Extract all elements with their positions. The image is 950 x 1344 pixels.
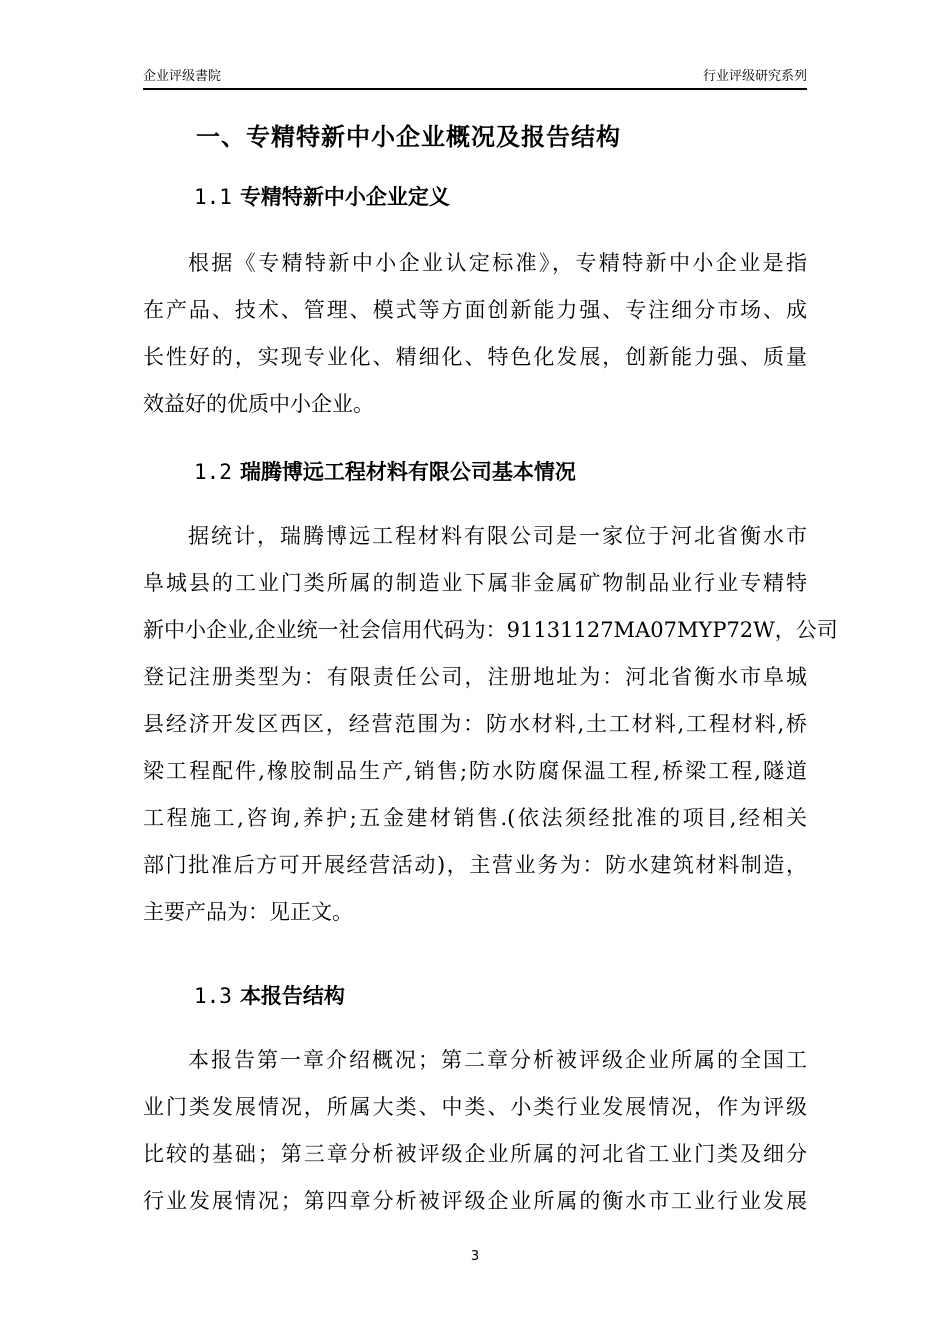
- chapter-title: 一、专精特新中小企业概况及报告结构: [196, 122, 621, 151]
- header-left-title: 企业评级書院: [143, 69, 222, 84]
- section-title: 本报告结构: [239, 983, 345, 1008]
- text-line: 部门批准后方可开展经营活动)，主营业务为：防水建筑材料制造，: [143, 853, 807, 877]
- section-heading-1-2: [194, 457, 576, 487]
- section-number: 1.3: [194, 984, 232, 1008]
- paragraph-definition: [143, 248, 807, 436]
- header-divider: [143, 88, 807, 90]
- page-header: [143, 68, 807, 88]
- page-number: 3: [470, 1249, 480, 1264]
- header-right-title: 行业评级研究系列: [702, 69, 807, 84]
- text-line: 本报告第一章介绍概况；第二章分析被评级企业所属的全国工: [188, 1048, 807, 1072]
- section-number: 1.2: [194, 460, 232, 484]
- section-title: 专精特新中小企业定义: [239, 184, 450, 209]
- text-line: 梁工程配件,橡胶制品生产,销售;防水防腐保温工程,桥梁工程,隧道: [143, 759, 807, 783]
- paragraph-report-structure: [143, 1045, 807, 1233]
- text-line: 阜城县的工业门类所属的制造业下属非金属矿物制品业行业专精特: [143, 571, 807, 595]
- text-line: 长性好的，实现专业化、精细化、特色化发展，创新能力强、质量: [143, 345, 807, 369]
- text-line: 县经济开发区西区，经营范围为：防水材料,土工材料,工程材料,桥: [143, 712, 807, 736]
- text-line: 效益好的优质中小企业。: [143, 392, 374, 416]
- text-line: 据统计，瑞腾博远工程材料有限公司是一家位于河北省衡水市: [188, 524, 807, 548]
- text-line: 业门类发展情况，所属大类、中类、小类行业发展情况，作为评级: [143, 1095, 807, 1119]
- text-line: 比较的基础；第三章分析被评级企业所属的河北省工业门类及细分: [143, 1142, 807, 1166]
- section-number: 1.1: [194, 185, 232, 209]
- text-line: 登记注册类型为：有限责任公司，注册地址为：河北省衡水市阜城: [143, 665, 807, 689]
- text-line: 行业发展情况；第四章分析被评级企业所属的衡水市工业行业发展: [143, 1189, 807, 1213]
- section-heading-1-3: [194, 981, 345, 1011]
- text-line: 工程施工,咨询,养护;五金建材销售.(依法须经批准的项目,经相关: [143, 806, 807, 830]
- text-line: 在产品、技术、管理、模式等方面创新能力强、专注细分市场、成: [143, 298, 807, 322]
- section-heading-1-1: [194, 182, 450, 212]
- text-line: 根据《专精特新中小企业认定标准》，专精特新中小企业是指: [188, 251, 807, 275]
- paragraph-company-info: [143, 521, 838, 944]
- section-title: 瑞腾博远工程材料有限公司基本情况: [239, 459, 576, 484]
- text-line: 主要产品为：见正文。: [143, 900, 353, 924]
- text-line: 新中小企业,企业统一社会信用代码为：91131127MA07MYP72W，公司: [143, 618, 838, 642]
